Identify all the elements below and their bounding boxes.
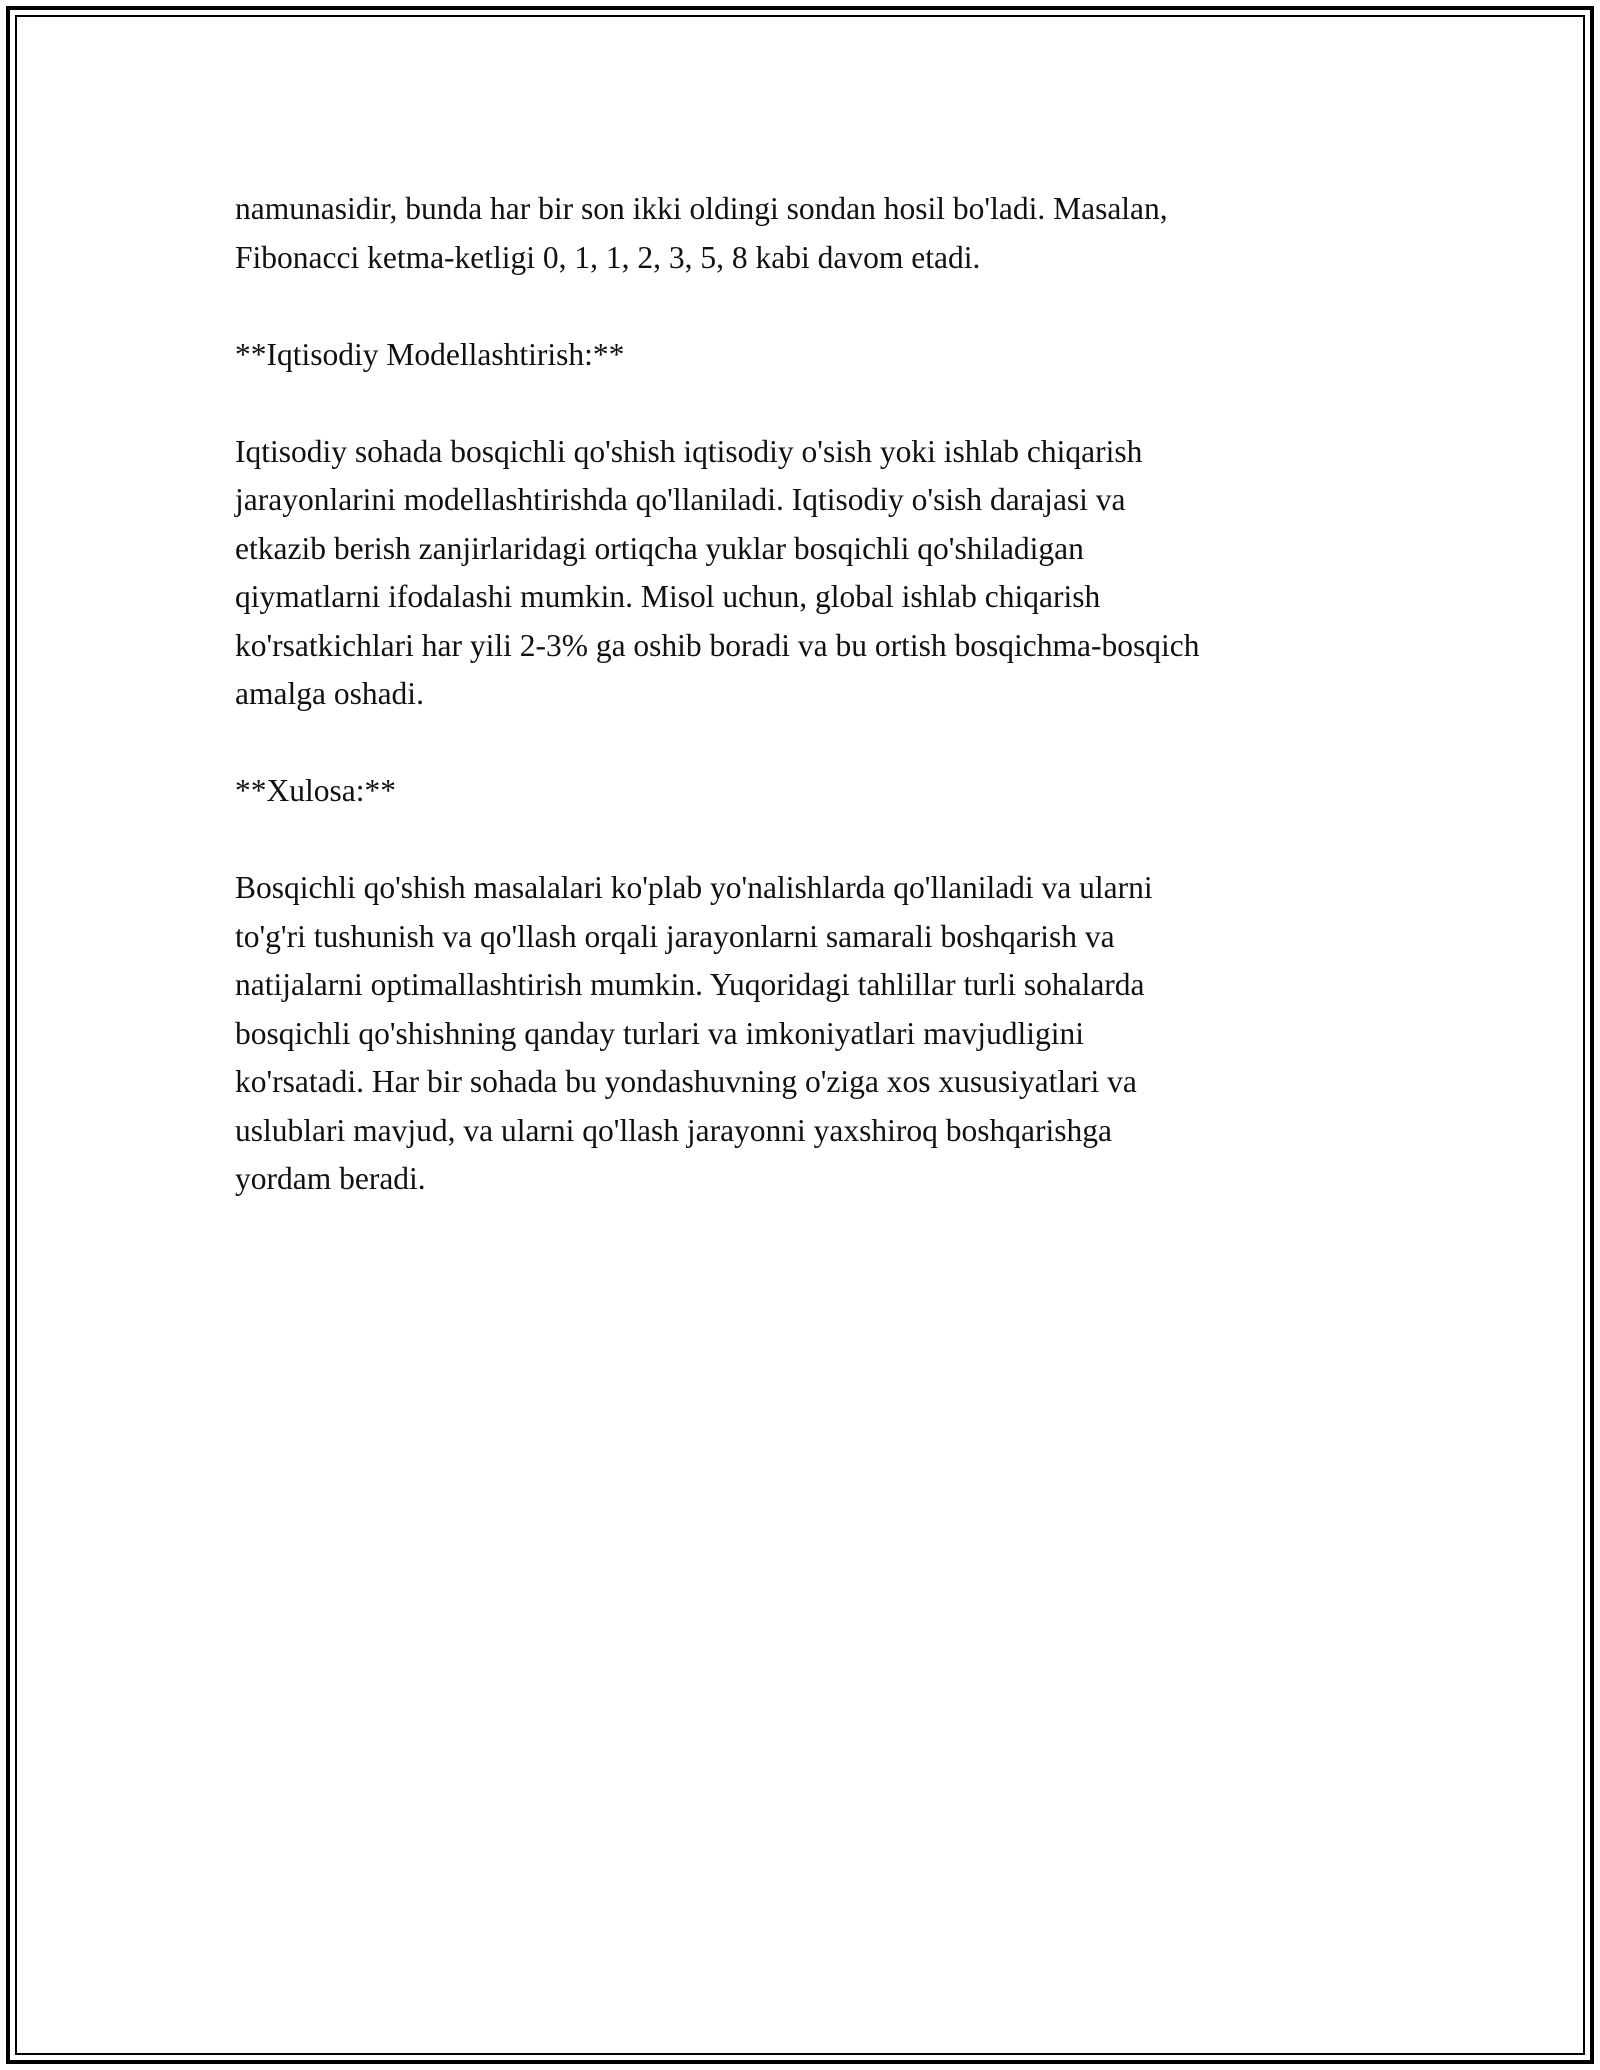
paragraph-gap [235,282,1370,331]
section-heading-conclusion: **Xulosa:** [235,773,396,808]
paragraph-gap [235,816,1370,865]
paragraph-gap [235,719,1370,768]
paragraph-gap [235,379,1370,428]
document-body [235,185,1370,1204]
paragraph-intro-continuation: namunasidir, bunda har bir son ikki oldingi sondan hosil bo'ladi. Masalan, Fibonacci ketma-ketligi 0, 1, 1, 2, 3, 5, 8 kabi davom etadi. [235,191,1168,275]
paragraph-economic-modeling: Iqtisodiy sohada bosqichli qo'shish iqtisodiy o'sish yoki ishlab chiqarish jarayonlarini modellashtirishda qo'llaniladi. Iqtisodiy o'sish darajasi va etkazib berish zanjirlaridagi ortiqcha yuklar bosqichli qo'shiladigan qiymatlarni ifodalashi mumkin. Misol uchun, global ishlab chiqarish ko'rsatkichlari har yili 2-3% ga oshib boradi va bu ortish bosqichma-bosqich amalga oshadi. [235,433,1200,711]
section-heading-economic-modeling: **Iqtisodiy Modellashtirish:** [235,336,625,372]
paragraph-conclusion: Bosqichli qo'shish masalalari ko'plab yo'nalishlarda qo'llaniladi va ularni to'g'ri tushunish va qo'llash orqali jarayonlarni samarali boshqarish va natijalarni optimallashtirish mumkin. Yuqoridagi tahlillar turli sohalarda bosqichli qo'shishning qanday turlari va imkoniyatlari mavjudligini ko'rsatadi. Har bir sohada bu yondashuvning o'ziga xos xususiyatlari va uslublari mavjud, va ularni qo'llash jarayonni yaxshiroq boshqarishga yordam beradi. [235,870,1153,1196]
